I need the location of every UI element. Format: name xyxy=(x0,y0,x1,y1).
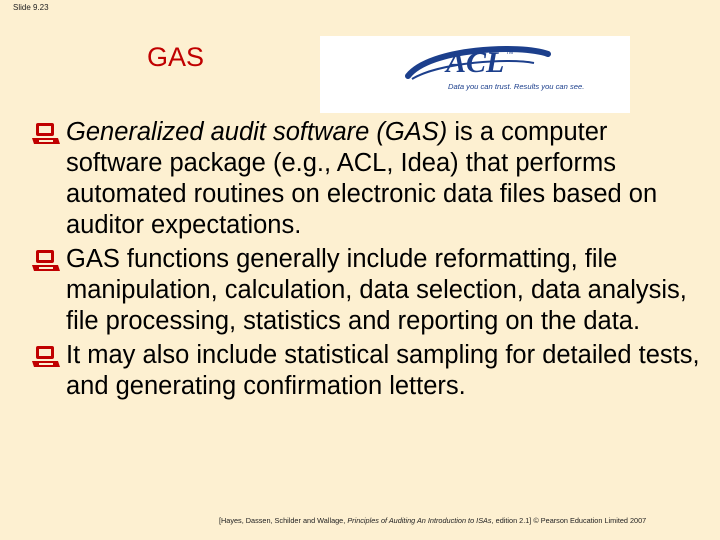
bullet-text: is a computer software package (e.g., ACL, Idea) that performs automated routines on electronic data files based on auditor expectations. xyxy=(66,118,658,239)
citation-prefix: [Hayes, Dassen, Schilder and Wallage, xyxy=(219,516,348,525)
acl-logo xyxy=(320,36,630,113)
bullet-list xyxy=(30,117,710,405)
citation xyxy=(219,516,646,525)
bullet-text: GAS functions generally include reformatting, file manipulation, calculation, data selection, data analysis, file processing, statistics and reporting on the data. xyxy=(66,245,687,335)
bullet-item xyxy=(30,340,710,402)
bullet-emphasis: Generalized audit software (GAS) xyxy=(66,118,448,146)
computer-icon xyxy=(32,249,62,273)
logo-tm: TM xyxy=(506,50,514,56)
citation-suffix: , edition 2.1] © Pearson Education Limited 2007 xyxy=(491,516,647,525)
logo-tagline: Data you can trust. Results you can see. xyxy=(448,82,585,91)
citation-book: Principles of Auditing An Introduction to ISAs xyxy=(347,516,492,525)
slide-title: GAS xyxy=(147,42,205,72)
bullet-item xyxy=(30,244,710,337)
logo-wordmark: ACL xyxy=(446,46,505,79)
slide-number: Slide 9.23 xyxy=(13,3,49,12)
bullet-item xyxy=(30,117,710,241)
computer-icon xyxy=(32,122,62,146)
bullet-text: It may also include statistical sampling for detailed tests, and generating confirmation letters. xyxy=(66,341,700,400)
computer-icon xyxy=(32,345,62,369)
